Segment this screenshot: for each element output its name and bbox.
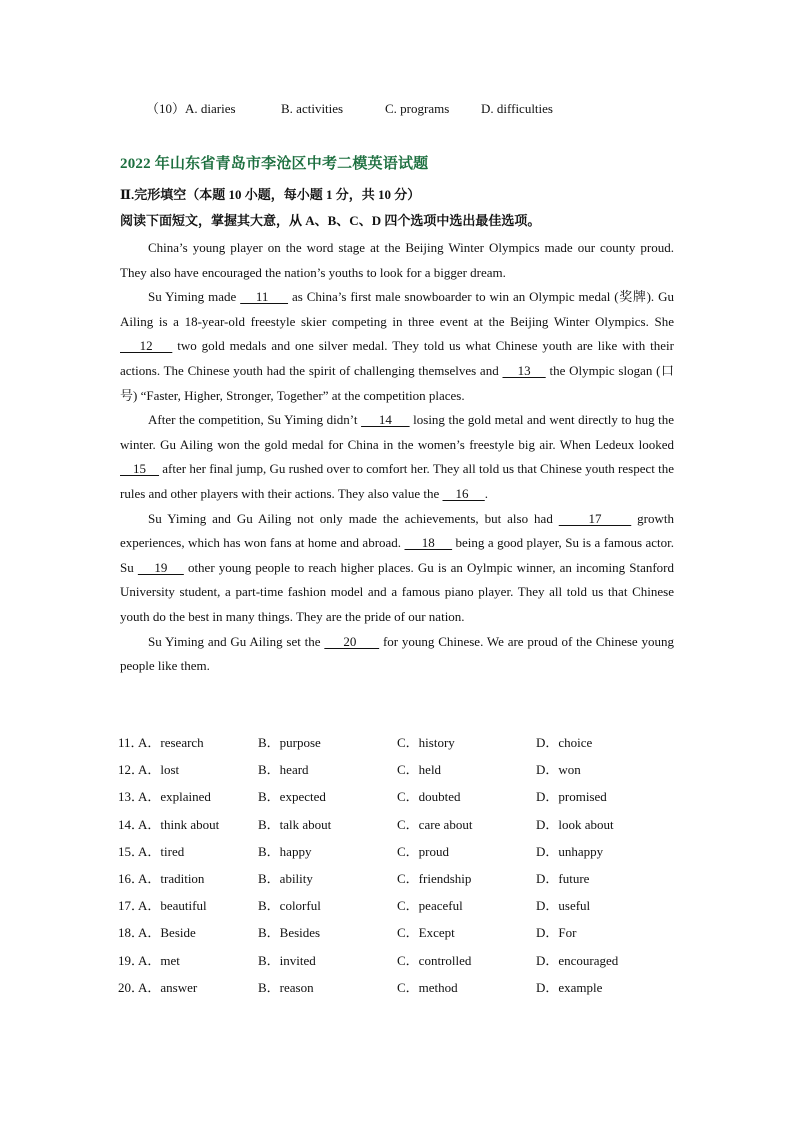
blank-14: 14 bbox=[361, 412, 410, 428]
option-b: B．happy bbox=[258, 843, 312, 859]
text-run: growth experiences, which has won fans at home and abroad. bbox=[120, 510, 674, 551]
option-row bbox=[118, 782, 626, 809]
text-run: losing the gold metal and went directly to hug the winter. Gu Ailing won the gold medal for China in the women’s freestyle big air. When Ledeux looked bbox=[120, 412, 675, 452]
option-row bbox=[118, 755, 626, 782]
option-a: A．lost bbox=[138, 762, 180, 778]
blank-13: 13 bbox=[502, 362, 546, 378]
option-c: C．doubted bbox=[397, 789, 461, 805]
option-c: C．held bbox=[397, 762, 442, 778]
text-run: Su Yiming and Gu Ailing set the bbox=[148, 633, 325, 649]
paragraph-4 bbox=[120, 507, 674, 630]
option-c: C．friendship bbox=[397, 871, 472, 887]
option-d: D．won bbox=[536, 762, 581, 778]
option-c: C．method bbox=[397, 979, 458, 995]
option-d: D．promised bbox=[536, 789, 607, 805]
option-d: D．choice bbox=[536, 735, 593, 751]
option-row bbox=[118, 918, 626, 945]
text-run: Su Yiming made bbox=[148, 289, 241, 305]
question-number: （10） bbox=[146, 101, 186, 116]
option-c: C．proud bbox=[397, 843, 450, 859]
question-number: 11． bbox=[118, 735, 144, 751]
option-a: A．research bbox=[138, 735, 204, 751]
text-run: After the competition, Su Yiming didn’t bbox=[148, 412, 362, 428]
option-d: D．useful bbox=[536, 898, 591, 914]
option-row bbox=[118, 728, 626, 755]
option-a: A．explained bbox=[138, 789, 211, 805]
paragraph-1: China’s young player on the word stage at the Beijing Winter Olympics made our county proud. They also have encouraged the nation’s youths to look for a bigger dream. bbox=[120, 240, 674, 280]
paragraph-5 bbox=[120, 630, 674, 679]
option-b: B．reason bbox=[258, 979, 314, 995]
option-d: D．unhappy bbox=[536, 843, 604, 859]
option-a: A．Beside bbox=[138, 925, 196, 941]
text-run: as China’s first male snowboarder to win an Olympic medal (奖牌). Gu Ailing is a 18-year-old freestyle skier competing in three event at the Beijing Winter Olympics. She bbox=[120, 289, 674, 329]
option-a: A．tired bbox=[138, 843, 185, 859]
prev-question-options bbox=[146, 98, 553, 117]
text-run: after her final jump, Gu rushed over to comfort her. They all told us that Chinese youth respect the rules and other players with their actions. They also value the bbox=[120, 461, 675, 501]
blank-15: 15 bbox=[120, 461, 160, 477]
option-row bbox=[118, 973, 626, 1000]
option-b: B．talk about bbox=[258, 816, 332, 832]
option-c: C．care about bbox=[397, 816, 473, 832]
option-d: D．future bbox=[536, 871, 590, 887]
option-c: C. programs bbox=[385, 101, 450, 116]
option-d: D．look about bbox=[536, 816, 614, 832]
option-d: D．encouraged bbox=[536, 952, 619, 968]
option-a: A. diaries bbox=[185, 101, 236, 116]
text-run: other young people to reach higher places. Gu is an Oylmpic winner, an incoming Stanford University student, a part-time fashion model and a famous piano player. They all told us that Chinese youth do the best in many things. They are the pride of our nation. bbox=[120, 559, 674, 624]
option-row bbox=[118, 864, 626, 891]
option-d: D．For bbox=[536, 925, 577, 941]
option-a: A．tradition bbox=[138, 871, 205, 887]
question-number: 19． bbox=[118, 952, 145, 968]
options-table bbox=[118, 728, 626, 1000]
option-c: C．Except bbox=[397, 925, 455, 941]
blank-17: 17 bbox=[558, 510, 632, 526]
option-a: A．answer bbox=[138, 979, 198, 995]
option-b: B．colorful bbox=[258, 898, 321, 914]
option-b: B．purpose bbox=[258, 735, 321, 751]
option-b: B．ability bbox=[258, 871, 313, 887]
text-run: the Olympic slogan (口号) “Faster, Higher, Stronger, Together” at the competition places. bbox=[120, 362, 674, 403]
text-run: . bbox=[484, 485, 488, 501]
blank-16: 16 bbox=[442, 485, 485, 501]
option-b: B．invited bbox=[258, 952, 316, 968]
question-number: 17． bbox=[118, 898, 145, 914]
text-run: Su Yiming and Gu Ailing not only made the achievements, but also had bbox=[148, 510, 559, 526]
option-b: B．heard bbox=[258, 762, 309, 778]
blank-19: 19 bbox=[137, 559, 184, 575]
option-a: A．met bbox=[138, 952, 180, 968]
option-row bbox=[118, 810, 626, 837]
question-number: 16． bbox=[118, 871, 145, 887]
exam-title: 2022 年山东省青岛市李沧区中考二模英语试题 bbox=[120, 156, 429, 172]
question-number: 13． bbox=[118, 789, 145, 805]
blank-20: 20 bbox=[324, 633, 380, 649]
option-c: C．controlled bbox=[397, 952, 472, 968]
paragraph-2 bbox=[120, 285, 674, 408]
option-row bbox=[118, 946, 626, 973]
text-run: being a good player, Su is a famous actor. Su bbox=[120, 535, 674, 575]
section-heading: Ⅱ.完形填空（本题 10 小题，每小题 1 分，共 10 分） bbox=[120, 187, 421, 202]
question-number: 18． bbox=[118, 925, 145, 941]
option-a: A．beautiful bbox=[138, 898, 207, 914]
paragraph-3 bbox=[120, 408, 674, 506]
question-number: 15． bbox=[118, 843, 145, 859]
option-b: B. activities bbox=[281, 101, 344, 116]
question-number: 12． bbox=[118, 762, 145, 778]
option-d: D．example bbox=[536, 979, 603, 995]
option-row bbox=[118, 891, 626, 918]
option-b: B．expected bbox=[258, 789, 326, 805]
option-a: A．think about bbox=[138, 816, 220, 832]
option-c: C．peaceful bbox=[397, 898, 463, 914]
blank-12: 12 bbox=[120, 338, 173, 354]
text-run: two gold medals and one silver medal. They told us what Chinese youth are like with their actions. The Chinese youth had the spirit of challenging themselves and bbox=[120, 338, 674, 378]
option-c: C．history bbox=[397, 735, 455, 751]
question-number: 14． bbox=[118, 816, 145, 832]
question-number: 20． bbox=[118, 979, 145, 995]
cloze-passage bbox=[120, 236, 674, 679]
instruction-text: 阅读下面短文，掌握其大意，从 A、B、C、D 四个选项中选出最佳选项。 bbox=[120, 213, 541, 228]
option-d: D. difficulties bbox=[481, 101, 553, 116]
blank-11: 11 bbox=[240, 289, 289, 305]
text-run: for young Chinese. We are proud of the Chinese young people like them. bbox=[120, 633, 674, 674]
option-b: B．Besides bbox=[258, 925, 321, 941]
blank-18: 18 bbox=[404, 535, 453, 551]
option-row bbox=[118, 837, 626, 864]
